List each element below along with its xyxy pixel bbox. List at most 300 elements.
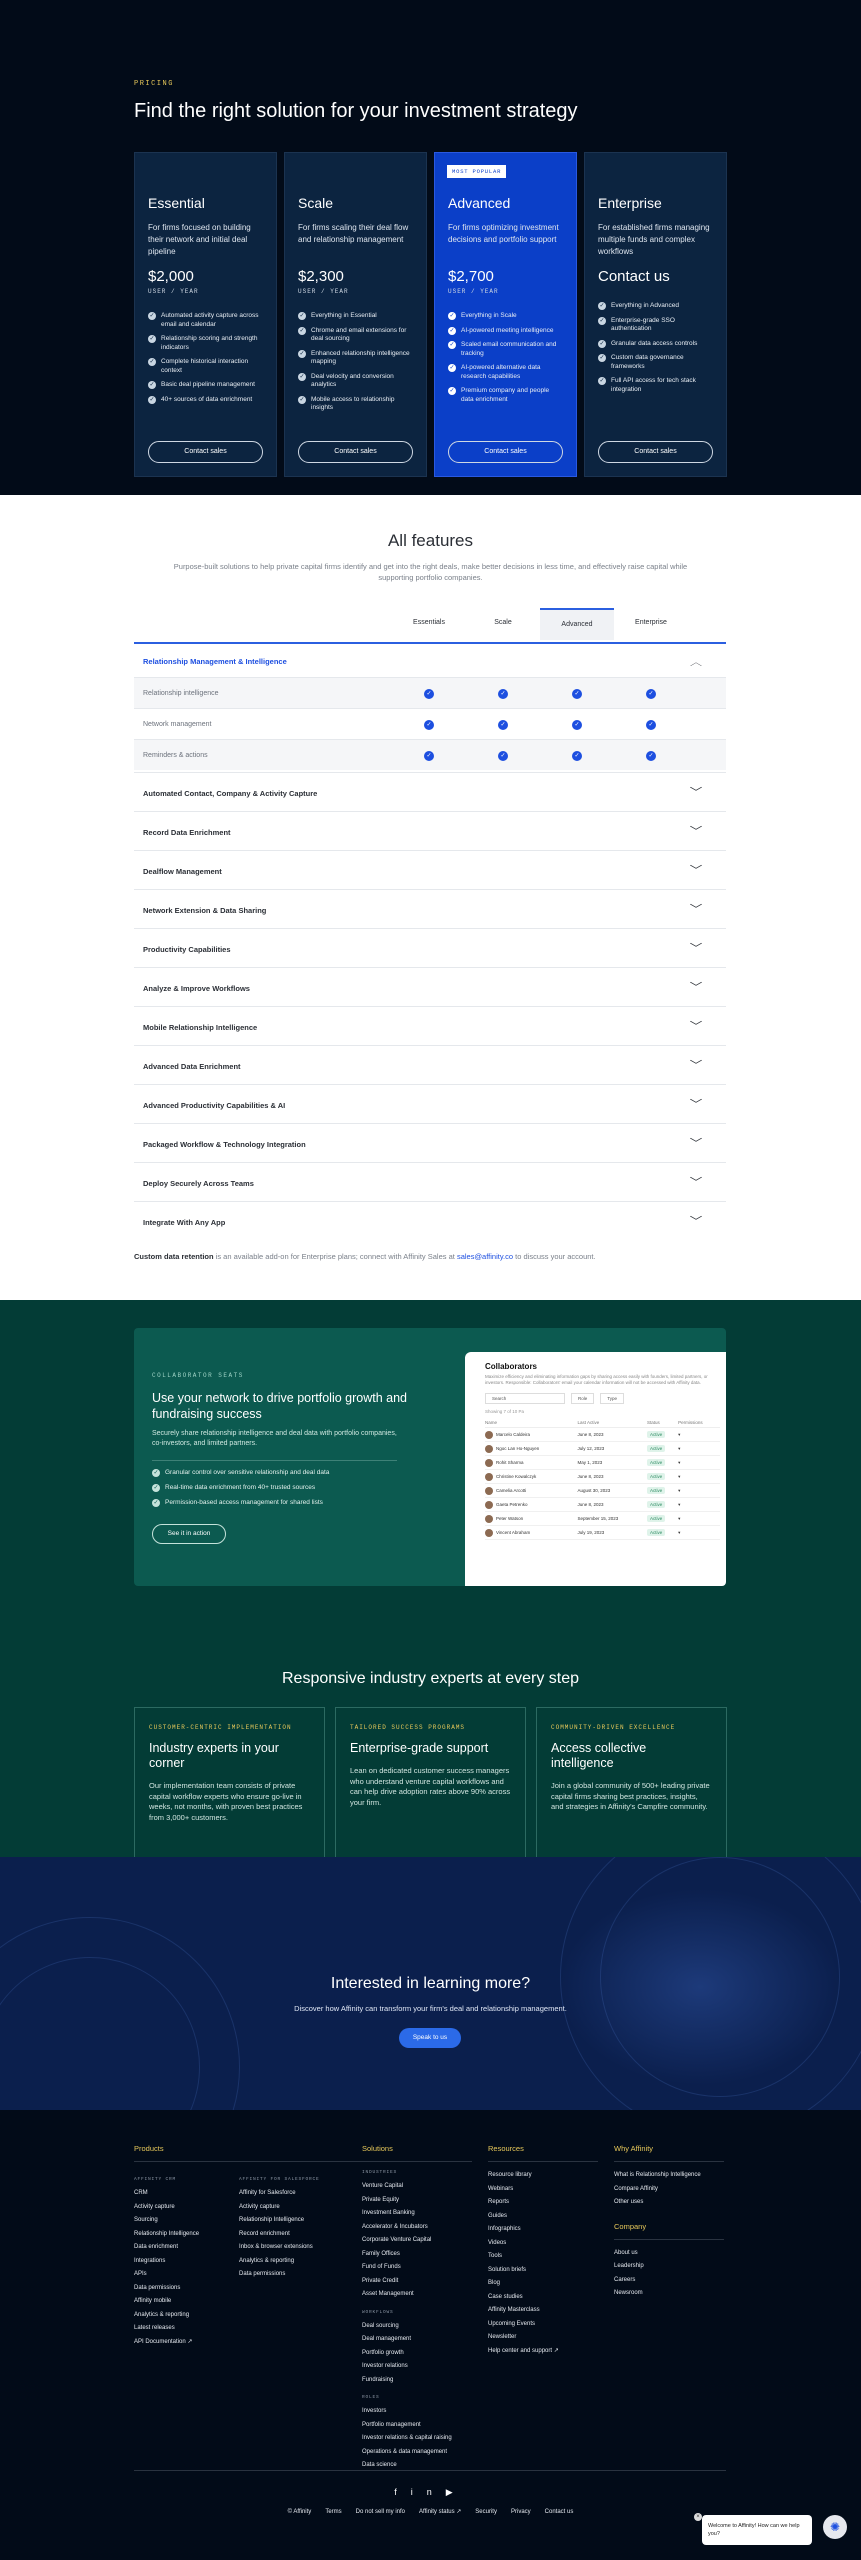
check-icon: ✓ [149, 359, 155, 365]
plan-feature [598, 354, 713, 371]
mock-name: Marcelo Caldeira [496, 1431, 531, 1437]
footer-link[interactable]: Portfolio growth [362, 2349, 404, 2356]
mock-column-header: Permissions [678, 1418, 720, 1428]
feature-row [134, 739, 726, 770]
mock-permission: ▾ [678, 1470, 720, 1484]
check-icon: ✓ [599, 355, 605, 361]
footer-link[interactable]: Family Offices [362, 2250, 400, 2257]
mock-title: Collaborators [485, 1362, 538, 1371]
footer-link[interactable]: Activity capture [239, 2203, 280, 2210]
footer-link[interactable]: Private Credit [362, 2277, 399, 2284]
check-icon: ✓ [149, 396, 155, 403]
check-icon: ✓ [572, 720, 582, 730]
footer-link[interactable]: Leadership [614, 2263, 644, 2269]
footer-link[interactable]: Videos [488, 2239, 507, 2246]
plan-feature [148, 335, 263, 352]
footer-group-label: AFFINITY CRM [134, 2177, 177, 2182]
check-icon: ✓ [153, 1485, 159, 1491]
plan-feature [148, 396, 263, 405]
check-icon: ✓ [498, 751, 508, 761]
plan-feature [298, 327, 413, 344]
legal-links [0, 2508, 861, 2515]
footer-link[interactable]: Relationship Intelligence [134, 2230, 200, 2237]
footer-heading: Why Affinity [614, 2144, 654, 2153]
check-icon: ✓ [646, 689, 656, 699]
plan-name: Enterprise [598, 195, 662, 211]
avatar [485, 1459, 493, 1467]
footer-link[interactable]: Resource library [488, 2172, 532, 2178]
expert-text: Our implementation team consists of private capital workflow experts who ensure go-live in weeks, not months, with proven best practices from 3,000+ customers. [149, 1781, 303, 1822]
footer-link[interactable]: Blog [488, 2280, 501, 2286]
footer-link[interactable]: Affinity Masterclass [488, 2307, 540, 2313]
mock-row [485, 1484, 720, 1498]
mock-name-cell [485, 1470, 578, 1484]
footer-link[interactable]: Analytics & reporting [134, 2311, 190, 2318]
plan-unit: USER / YEAR [298, 288, 349, 295]
category-title: Advanced Data Enrichment [143, 1062, 241, 1071]
feature-text: Relationship scoring and strength indicators [161, 335, 258, 351]
footer-why [614, 2144, 724, 2301]
chevron-down-icon: ﹀ [690, 1216, 702, 1225]
expert-title: Enterprise-grade support [350, 1741, 489, 1755]
check-icon: ✓ [299, 350, 305, 357]
mock-filter-bar [485, 1393, 720, 1404]
feature-text: Enhanced relationship intelligence mapping [311, 349, 410, 365]
footer-divider [134, 2470, 726, 2471]
footer-link[interactable]: Infographics [488, 2226, 521, 2232]
check-icon: ✓ [299, 327, 305, 334]
contact-sales-button[interactable]: Contact sales [598, 441, 713, 463]
footer-link[interactable]: Accelerator & Incubators [362, 2223, 428, 2230]
check-icon: ✓ [572, 751, 582, 761]
footer-link[interactable]: Careers [614, 2276, 636, 2283]
legal-link[interactable]: Privacy [510, 2509, 531, 2515]
contact-sales-button[interactable]: Contact sales [448, 441, 563, 463]
feature-text: Everything in Scale [461, 312, 517, 319]
chevron-down-icon: ﹀ [690, 943, 702, 952]
plan-feature [598, 377, 713, 394]
status-badge: Active [647, 1515, 665, 1522]
feature-row [134, 677, 726, 708]
check-icon: ✓ [599, 303, 605, 309]
footer-link[interactable]: Fundraising [362, 2376, 394, 2383]
check-icon: ✓ [646, 720, 656, 730]
footer-link[interactable]: Corporate Venture Capital [362, 2237, 432, 2243]
chevron-down-icon: ﹀ [690, 1177, 702, 1186]
check-icon: ✓ [299, 373, 305, 380]
check-icon: ✓ [299, 313, 305, 319]
plan-feature [448, 341, 563, 358]
contact-sales-button[interactable]: Contact sales [148, 441, 263, 463]
mock-date: July 12, 2023 [578, 1442, 648, 1456]
divider [488, 2161, 598, 2162]
mock-name-cell [485, 1442, 578, 1456]
mock-status-cell [647, 1456, 678, 1470]
footer-link[interactable]: Affinity for Salesforce [239, 2190, 296, 2196]
mock-name: Christine Kowalczyk [496, 1473, 537, 1479]
mock-status-cell [647, 1470, 678, 1484]
plan-card-scale [284, 152, 427, 477]
status-badge: Active [647, 1487, 665, 1494]
mock-name-cell [485, 1498, 578, 1512]
plan-price: $2,300 [298, 268, 344, 285]
feature-category[interactable] [134, 928, 726, 967]
plan-description: For firms focused on building their network and initial deal pipeline [148, 223, 251, 256]
chevron-down-icon: ﹀ [690, 904, 702, 913]
mock-status-cell [647, 1512, 678, 1526]
footer-link[interactable]: Newsroom [614, 2290, 643, 2296]
footer-solutions [362, 2144, 472, 2473]
plan-unit: USER / YEAR [448, 288, 499, 295]
divider [614, 2239, 724, 2240]
mock-status-cell [647, 1498, 678, 1512]
mock-status-cell [647, 1442, 678, 1456]
footer-link[interactable]: Deal sourcing [362, 2322, 399, 2329]
mock-row [485, 1470, 720, 1484]
status-badge: Active [647, 1445, 665, 1452]
mock-name-cell [485, 1484, 578, 1498]
legal-link[interactable]: Do not sell my info [355, 2509, 406, 2515]
plan-description: For firms optimizing investment decisions and portfolio support [448, 223, 559, 244]
feature-name: Relationship intelligence [143, 690, 219, 697]
feature-text: AI-powered alternative data research capabilities [461, 364, 541, 380]
expert-eyebrow: CUSTOMER-CENTRIC IMPLEMENTATION [149, 1724, 292, 1731]
footer-link[interactable]: Record enrichment [239, 2230, 290, 2237]
mock-filter: Type [600, 1393, 624, 1404]
mock-permission: ▾ [678, 1456, 720, 1470]
footer-group-label: INDUSTRIES [362, 2170, 398, 2175]
status-badge: Active [647, 1431, 665, 1438]
chevron-down-icon: ﹀ [690, 865, 702, 874]
footer-heading: Products [134, 2144, 164, 2153]
chevron-down-icon: ﹀ [690, 826, 702, 835]
footer-link[interactable]: CRM [134, 2190, 148, 2196]
bullet-text: Permission-based access management for shared lists [165, 1499, 323, 1506]
footer-heading: Company [614, 2221, 647, 2231]
category-title: Integrate With Any App [143, 1218, 226, 1227]
plan-description: For established firms managing multiple funds and complex workflows [598, 223, 710, 256]
avatar [485, 1487, 493, 1495]
footer-link[interactable]: Data enrichment [134, 2244, 179, 2250]
plan-price: Contact us [598, 268, 670, 285]
feature-category[interactable] [134, 967, 726, 1006]
feature-category[interactable] [134, 811, 726, 850]
footer-link[interactable]: Tools [488, 2253, 503, 2259]
plan-feature [598, 302, 713, 311]
footer-link[interactable]: Data science [362, 2462, 397, 2468]
check-icon: ✓ [424, 689, 434, 699]
feature-category[interactable] [134, 1201, 726, 1240]
feature-category[interactable] [134, 1084, 726, 1123]
check-icon: ✓ [153, 1470, 159, 1476]
check-icon: ✓ [149, 336, 155, 342]
collab-bullet [152, 1499, 329, 1506]
collab-text: Securely share relationship intelligence and deal data with portfolio companies, co-investors, and limited partners. [152, 1430, 397, 1447]
mock-desc: Maximize efficiency and eliminating information gaps by sharing access easily with founders, limited partners, or investors. Responsible: Collaborators' email your calendar information will not be accessed with Affinity data. [485, 1374, 708, 1385]
footer-link[interactable]: Upcoming Events [488, 2320, 536, 2327]
category-title: Network Extension & Data Sharing [143, 906, 267, 915]
feature-text: AI-powered meeting intelligence [461, 326, 554, 334]
footer-link[interactable]: Investor relations & capital raising [362, 2435, 452, 2441]
plan-features [448, 312, 563, 404]
plan-card-essential [134, 152, 277, 477]
column-header-enterprise[interactable]: Enterprise [635, 619, 667, 626]
plan-price: $2,700 [448, 268, 494, 285]
footer-link[interactable]: Help center and support ↗ [488, 2347, 559, 2354]
mock-date: August 30, 2023 [578, 1484, 648, 1498]
collaborators-screenshot [465, 1352, 726, 1586]
category-title: Dealflow Management [143, 867, 222, 876]
check-icon: ✓ [449, 313, 455, 319]
mock-column-header: Name [485, 1418, 578, 1428]
mock-row [485, 1442, 720, 1456]
footer [0, 2110, 861, 2560]
plan-card-advanced [434, 152, 577, 477]
column-header-advanced[interactable]: Advanced [540, 608, 614, 640]
footer-link[interactable]: Operations & data management [362, 2448, 448, 2455]
plan-card-enterprise [584, 152, 727, 477]
linkedin-icon[interactable]: in [410, 2487, 446, 2497]
mock-name: Rohit Sharma [496, 1459, 524, 1465]
feature-text: Complete historical interaction context [161, 358, 249, 374]
feature-text: Basic deal pipeline management [161, 381, 255, 388]
feature-name: Reminders & actions [143, 752, 208, 759]
features-section [0, 495, 861, 1300]
footer-link[interactable]: Analytics & reporting [239, 2257, 295, 2264]
status-badge: Active [647, 1473, 665, 1480]
footer-products [134, 2144, 364, 2349]
footer-link[interactable]: Case studies [488, 2293, 523, 2300]
footer-link[interactable]: Deal management [362, 2336, 412, 2342]
avatar [485, 1529, 493, 1537]
plan-feature [598, 340, 713, 349]
mock-filter: Role [571, 1393, 594, 1404]
feature-text: Premium company and people data enrichment [461, 387, 550, 403]
learn-text: Discover how Affinity can transform your firm's deal and relationship management. [294, 2004, 567, 2013]
footer-link[interactable]: Asset Management [362, 2291, 414, 2297]
chevron-up-icon: ︿ [690, 658, 702, 667]
plan-price: $2,000 [148, 268, 194, 285]
footer-link[interactable]: Compare Affinity [614, 2185, 658, 2192]
check-icon: ✓ [149, 382, 155, 388]
youtube-icon[interactable]: ▶ [445, 2487, 467, 2497]
footer-link[interactable]: Investors [362, 2408, 387, 2414]
category-relationship-management[interactable] [134, 642, 726, 677]
learn-title: Interested in learning more? [330, 1975, 531, 1992]
check-icon: ✓ [599, 340, 605, 347]
collab-title: Use your network to drive portfolio growth and fundraising success [152, 1391, 407, 1421]
footer-link[interactable]: About us [614, 2249, 638, 2256]
mock-name-cell [485, 1456, 578, 1470]
status-badge: Active [647, 1501, 665, 1508]
legal-link[interactable]: Affinity status ↗ [419, 2509, 462, 2515]
category-title: Relationship Management & Intelligence [143, 657, 287, 666]
mock-name-cell [485, 1512, 578, 1526]
feature-text: Deal velocity and conversion analytics [311, 372, 394, 388]
mock-column-header: Last Active [578, 1418, 648, 1428]
footer-heading: Solutions [362, 2144, 393, 2153]
mock-name: Ngoc Lan Ho-Nguyen [496, 1445, 540, 1451]
check-icon: ✓ [153, 1500, 159, 1506]
plan-feature [298, 312, 413, 321]
mock-permission: ▾ [678, 1484, 720, 1498]
plan-feature [298, 350, 413, 367]
footer-link[interactable]: Inbox & browser extensions [239, 2244, 313, 2250]
sales-email-link[interactable]: sales@affinity.co [456, 1252, 514, 1261]
category-title: Packaged Workflow & Technology Integration [143, 1140, 306, 1149]
facebook-icon[interactable]: f [394, 2487, 411, 2497]
most-popular-badge: MOST POPULAR [447, 165, 506, 178]
plan-name: Advanced [448, 195, 511, 211]
footer-group-label: AFFINITY FOR SALESFORCE [239, 2177, 320, 2182]
mock-row [485, 1456, 720, 1470]
chevron-down-icon: ﹀ [690, 1099, 702, 1108]
mock-count: Showing 7 of 10 Pa [485, 1409, 525, 1414]
mock-row [485, 1428, 720, 1442]
mock-permission: ▾ [678, 1442, 720, 1456]
check-icon: ✓ [449, 388, 455, 394]
chat-bubble[interactable]: Welcome to Affinity! How can we help you? [702, 2515, 812, 2545]
footer-link[interactable]: What is Relationship Intelligence [614, 2172, 701, 2178]
divider [134, 2161, 364, 2162]
learn-more-section [0, 1857, 861, 2110]
category-title: Analyze & Improve Workflows [143, 984, 250, 993]
category-title: Deploy Securely Across Teams [143, 1179, 254, 1188]
mock-status-cell [647, 1484, 678, 1498]
status-badge: Active [647, 1529, 665, 1536]
mock-date: June 8, 2023 [578, 1428, 648, 1442]
expert-title: Industry experts in your corner [149, 1741, 279, 1770]
expert-text: Join a global community of 500+ leading private capital firms sharing best practices, insights, and strategies in Affinity's Campfire community. [551, 1781, 710, 1811]
footer-link[interactable]: Private Equity [362, 2196, 400, 2203]
check-icon: ✓ [149, 313, 155, 319]
check-icon: ✓ [424, 751, 434, 761]
mock-permission: ▾ [678, 1512, 720, 1526]
check-icon: ✓ [498, 720, 508, 730]
footer-link[interactable]: Newsletter [488, 2334, 517, 2340]
avatar [485, 1501, 493, 1509]
check-icon: ✓ [449, 327, 455, 334]
footer-link[interactable]: Integrations [134, 2257, 166, 2264]
plan-description: For firms scaling their deal flow and relationship management [298, 223, 409, 244]
plan-feature [448, 387, 563, 404]
feature-text: Custom data governance frameworks [611, 354, 684, 370]
column-header-essentials[interactable]: Essentials [413, 619, 445, 626]
chat-close-icon[interactable]: × [694, 2513, 702, 2521]
legal-link[interactable]: Contact us [544, 2509, 574, 2515]
footer-link[interactable]: Latest releases [134, 2325, 175, 2331]
footer-link[interactable]: Solution briefs [488, 2266, 527, 2273]
feature-name: Network management [143, 721, 212, 728]
footer-link[interactable]: Reports [488, 2199, 510, 2205]
footer-link[interactable]: Relationship Intelligence [239, 2217, 305, 2223]
avatar [485, 1515, 493, 1523]
plan-features [598, 302, 713, 394]
footer-link[interactable]: Sourcing [134, 2217, 158, 2223]
feature-row [134, 708, 726, 739]
mock-date: June 8, 2023 [578, 1470, 648, 1484]
check-icon: ✓ [599, 317, 605, 324]
footer-link[interactable]: Webinars [488, 2185, 514, 2192]
footer-link[interactable]: Data permissions [134, 2284, 181, 2291]
mock-date: May 1, 2023 [578, 1456, 648, 1470]
feature-text: 40+ sources of data enrichment [161, 395, 253, 403]
footer-link[interactable]: Fund of Funds [362, 2264, 401, 2270]
legal-link[interactable]: Security [475, 2509, 497, 2515]
footer-link[interactable]: APIs [134, 2271, 147, 2277]
mock-name-cell [485, 1526, 578, 1540]
mock-name: Peter Watson [496, 1515, 524, 1521]
feature-text: Full API access for tech stack integration [611, 377, 696, 393]
speak-to-us-button[interactable]: Speak to us [399, 2028, 461, 2048]
contact-sales-button[interactable]: Contact sales [298, 441, 413, 463]
avatar [485, 1445, 493, 1453]
mock-name: Gaeta Petrenko [496, 1501, 528, 1507]
column-header-scale[interactable]: Scale [494, 619, 512, 626]
features-title: All features [387, 531, 474, 550]
footer-link[interactable]: API Documentation ↗ [134, 2338, 193, 2345]
footer-link[interactable]: Investment Banking [362, 2210, 415, 2216]
mock-name: Camelia Arcotti [496, 1487, 527, 1493]
pricing-eyebrow: PRICING [134, 80, 174, 88]
check-icon: ✓ [449, 342, 455, 348]
feature-category[interactable] [134, 772, 726, 811]
feature-category[interactable] [134, 1123, 726, 1162]
footer-link[interactable]: Venture Capital [362, 2183, 404, 2189]
footer-link[interactable]: Investor relations [362, 2363, 408, 2369]
divider [362, 2161, 472, 2162]
mock-name: Vincent Abraham [496, 1529, 531, 1535]
feature-category[interactable] [134, 1045, 726, 1084]
plan-feature [148, 358, 263, 375]
legal-link[interactable]: Terms [325, 2509, 342, 2515]
mock-row [485, 1526, 720, 1540]
footer-link[interactable]: Portfolio management [362, 2421, 421, 2428]
feature-category[interactable] [134, 1162, 726, 1201]
divider [614, 2161, 724, 2162]
bullet-text: Granular control over sensitive relationship and deal data [165, 1469, 330, 1476]
see-in-action-button[interactable]: See it in action [152, 1524, 226, 1544]
plan-name: Scale [298, 195, 334, 211]
check-icon: ✓ [646, 751, 656, 761]
footer-link[interactable]: Other uses [614, 2199, 644, 2205]
chevron-down-icon: ﹀ [690, 1060, 702, 1069]
social-links [0, 2487, 861, 2498]
feature-category[interactable] [134, 850, 726, 889]
pricing-section [0, 0, 861, 495]
feature-category[interactable] [134, 889, 726, 928]
footer-link[interactable]: Activity capture [134, 2203, 175, 2210]
collaborator-section [0, 1300, 861, 1857]
mock-permission: ▾ [678, 1498, 720, 1512]
chevron-down-icon: ﹀ [690, 1021, 702, 1030]
feature-category[interactable] [134, 1006, 726, 1045]
expert-title: Access collective intelligence [551, 1741, 647, 1770]
expert-eyebrow: COMMUNITY-DRIVEN EXCELLENCE [551, 1724, 676, 1731]
footer-heading: Resources [488, 2144, 524, 2153]
mock-permission: ▾ [678, 1428, 720, 1442]
footer-link[interactable]: Data permissions [239, 2271, 286, 2277]
mock-column-header: Status [647, 1418, 678, 1428]
mock-date: July 19, 2023 [578, 1526, 648, 1540]
footer-group-label: WORKFLOWS [362, 2309, 394, 2315]
mock-permission: ▾ [678, 1526, 720, 1540]
divider [152, 1460, 397, 1461]
chat-launcher-icon[interactable]: ✺ [823, 2515, 847, 2539]
footer-link[interactable]: Guides [488, 2212, 508, 2219]
footer-link[interactable]: Affinity mobile [134, 2298, 172, 2304]
feature-text: Automated activity capture across email and calendar [161, 312, 259, 328]
